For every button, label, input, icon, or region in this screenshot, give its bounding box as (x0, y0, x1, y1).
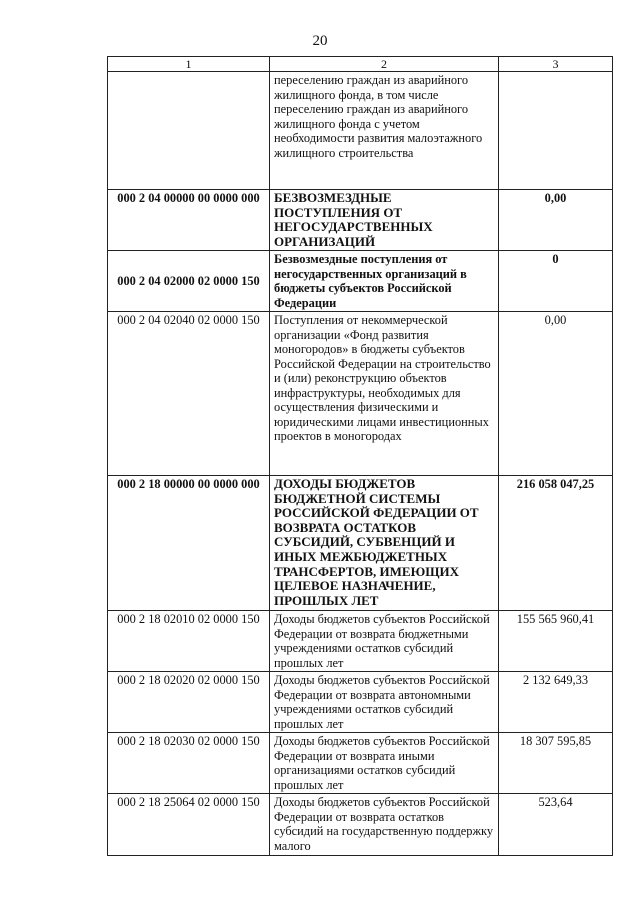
row-description: Доходы бюджетов субъектов Российской Федерации от возврата бюджетными учреждениями остатков субсидий прошлых лет (270, 611, 499, 672)
row-code: 000 2 04 02000 02 0000 150 (108, 251, 270, 312)
row-code: 000 2 18 02020 02 0000 150 (108, 672, 270, 733)
table-row (108, 672, 613, 733)
row-code: 000 2 18 00000 00 0000 000 (108, 476, 270, 611)
budget-table (107, 56, 613, 856)
table-row (108, 251, 613, 312)
row-description: переселению граждан из аварийного жилищного фонда, в том числе переселению граждан из аварийного жилищного фонда с учетом необходимости развития малоэтажного жилищного строительства (270, 72, 499, 190)
row-description: Поступления от некоммерческой организации «Фонд развития моногородов» в бюджеты субъектов Российской Федерации на строительство и (или) реконструкцию объектов инфраструктуры, необходимых для осуществления физическими и юридическими лицами инвестиционных проектов в моногородах (270, 312, 499, 476)
row-amount: 155 565 960,41 (499, 611, 613, 672)
row-code: 000 2 18 25064 02 0000 150 (108, 794, 270, 856)
row-amount: 18 307 595,85 (499, 733, 613, 794)
table-row (108, 476, 613, 611)
row-code: 000 2 04 00000 00 0000 000 (108, 190, 270, 251)
row-code: 000 2 18 02010 02 0000 150 (108, 611, 270, 672)
column-header-2: 2 (270, 57, 499, 72)
column-header-1: 1 (108, 57, 270, 72)
column-header-3: 3 (499, 57, 613, 72)
row-amount (499, 72, 613, 190)
table-row (108, 312, 613, 476)
table-row (108, 190, 613, 251)
table-row (108, 733, 613, 794)
table-row (108, 794, 613, 856)
table-header-row (108, 57, 613, 72)
row-description: БЕЗВОЗМЕЗДНЫЕ ПОСТУПЛЕНИЯ ОТ НЕГОСУДАРСТВЕННЫХ ОРГАНИЗАЦИЙ (270, 190, 499, 251)
row-description: Безвозмездные поступления от негосударственных организаций в бюджеты субъектов Российской Федерации (270, 251, 499, 312)
row-amount: 2 132 649,33 (499, 672, 613, 733)
row-description: Доходы бюджетов субъектов Российской Федерации от возврата иными организациями остатков субсидий прошлых лет (270, 733, 499, 794)
row-code: 000 2 18 02030 02 0000 150 (108, 733, 270, 794)
row-amount: 0 (499, 251, 613, 312)
row-code: 000 2 04 02040 02 0000 150 (108, 312, 270, 476)
row-description: Доходы бюджетов субъектов Российской Федерации от возврата автономными учреждениями остатков субсидий прошлых лет (270, 672, 499, 733)
table-row (108, 611, 613, 672)
row-description: Доходы бюджетов субъектов Российской Федерации от возврата остатков субсидий на государственную поддержку малого (270, 794, 499, 856)
page-number: 20 (312, 33, 328, 49)
row-amount: 0,00 (499, 190, 613, 251)
row-amount: 523,64 (499, 794, 613, 856)
row-amount: 216 058 047,25 (499, 476, 613, 611)
row-amount: 0,00 (499, 312, 613, 476)
row-code (108, 72, 270, 190)
table-row (108, 72, 613, 190)
row-description: ДОХОДЫ БЮДЖЕТОВ БЮДЖЕТНОЙ СИСТЕМЫ РОССИЙСКОЙ ФЕДЕРАЦИИ ОТ ВОЗВРАТА ОСТАТКОВ СУБСИДИЙ, СУБВЕНЦИЙ И ИНЫХ МЕЖБЮДЖЕТНЫХ ТРАНСФЕРТОВ, ИМЕЮЩИХ ЦЕЛЕВОЕ НАЗНАЧЕНИЕ, ПРОШЛЫХ ЛЕТ (270, 476, 499, 611)
